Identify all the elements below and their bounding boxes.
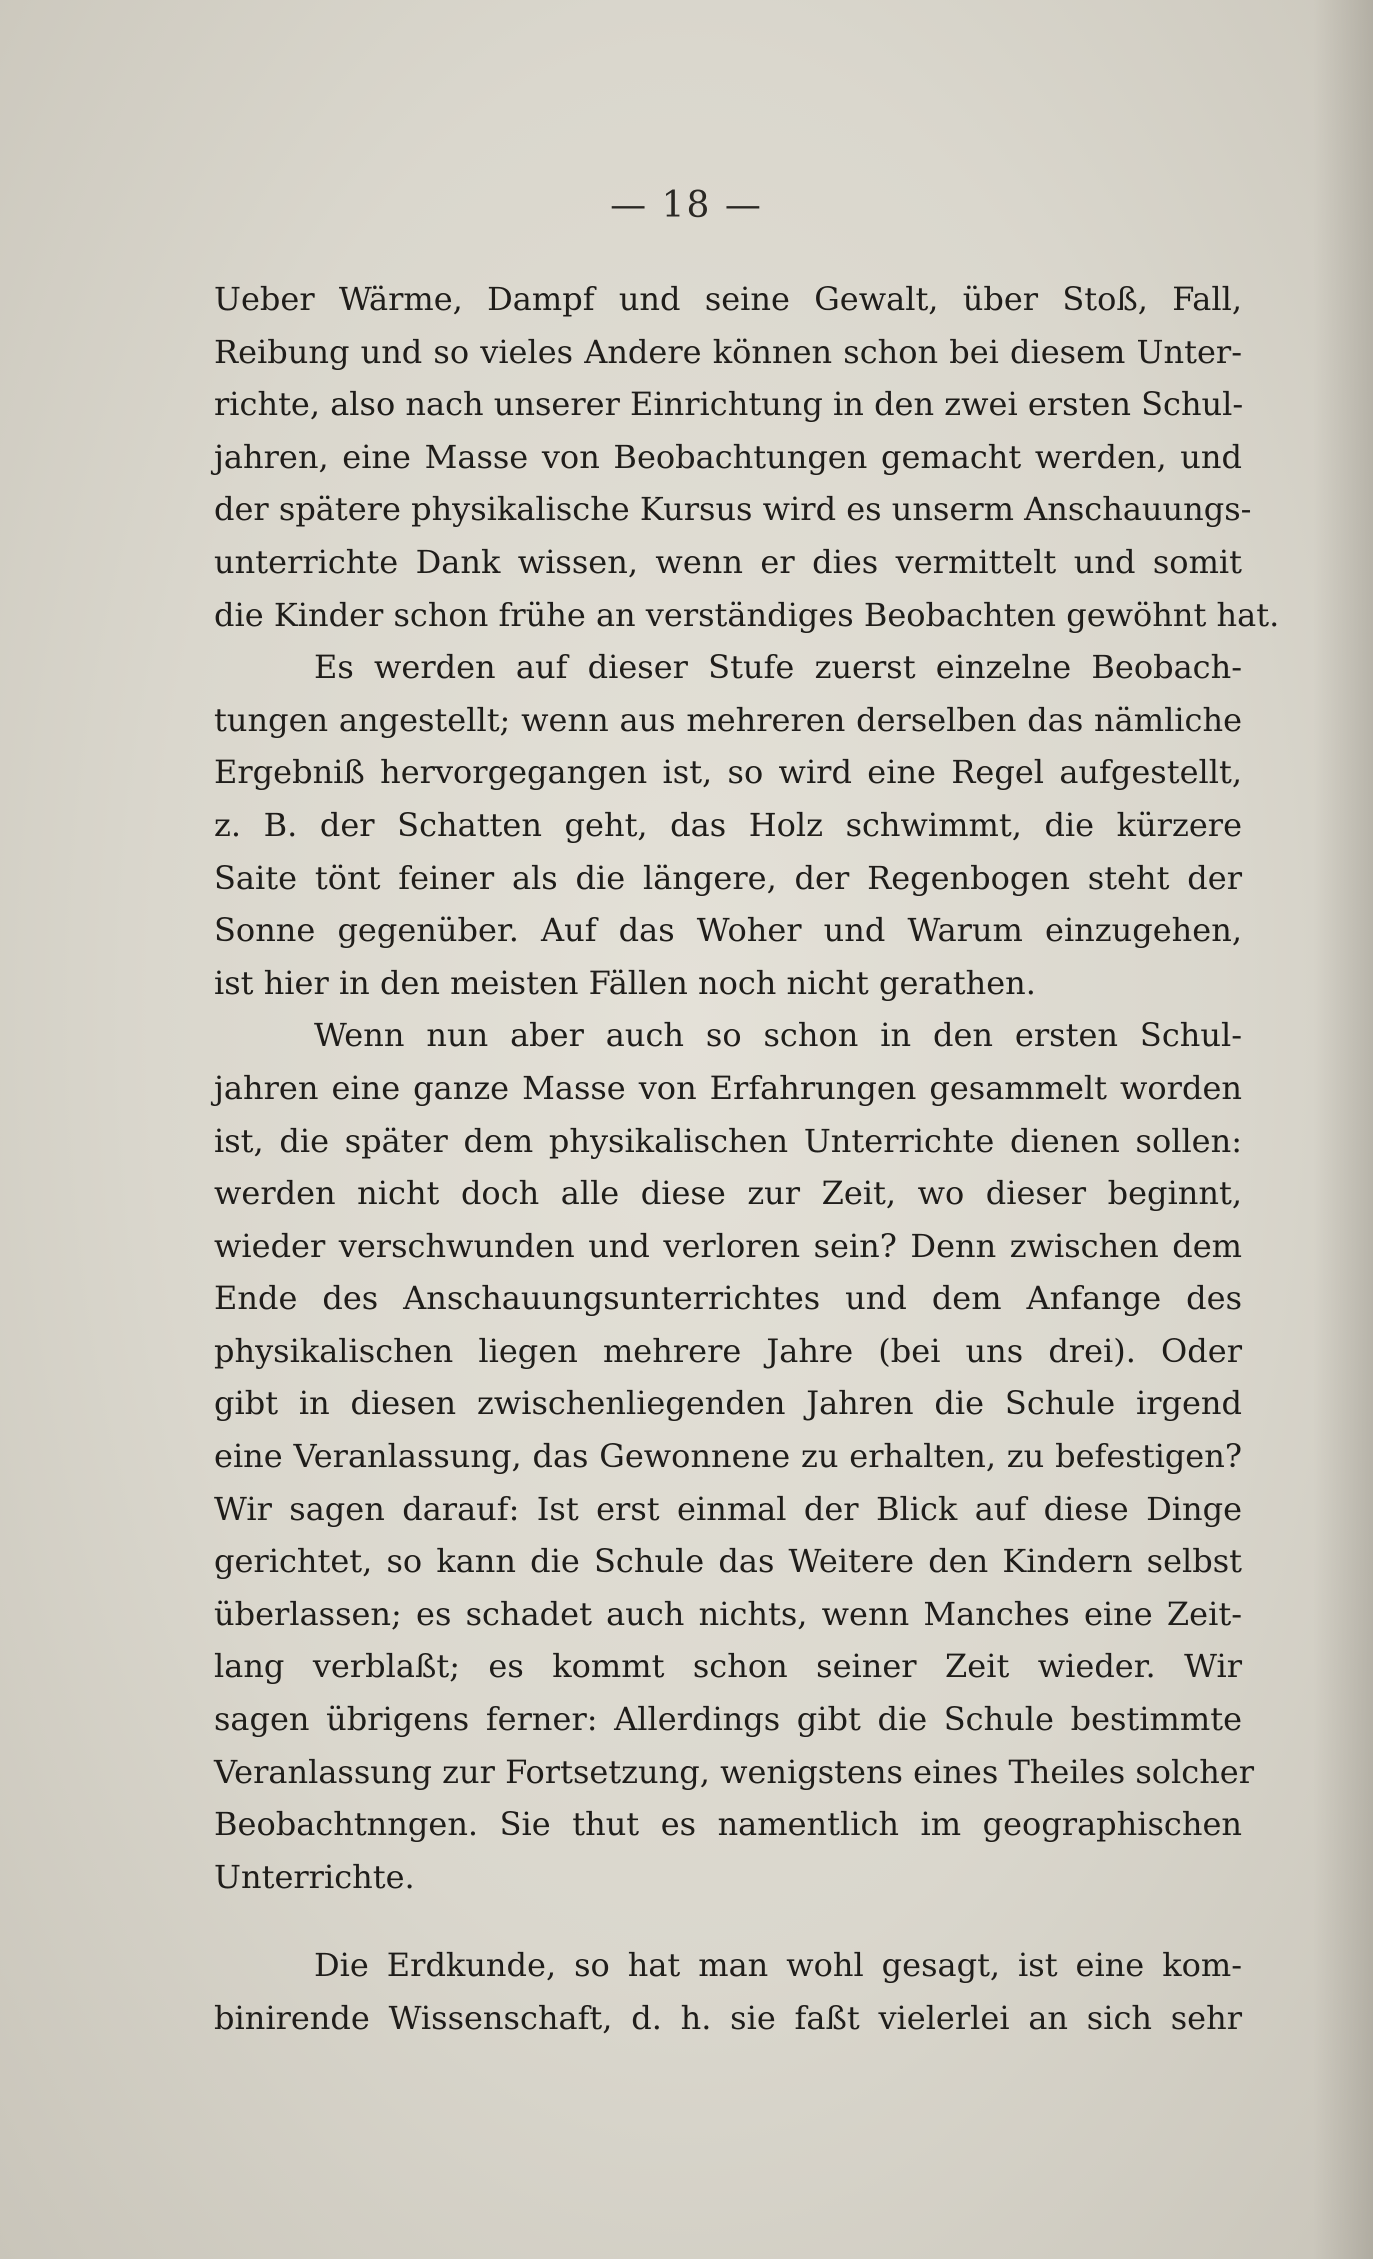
text-line: jahren eine ganze Masse von Erfahrungen gesammelt worden [214, 1068, 1242, 1107]
text-line: ist hier in den meisten Fällen noch nicht gerathen. [214, 963, 1036, 1002]
text-line: gerichtet, so kann die Schule das Weitere den Kindern selbst [214, 1542, 1242, 1581]
paragraph-start-line: Wenn nun aber auch so schon in den ersten Schul- [314, 1016, 1242, 1055]
paragraph-start-line: Die Erdkunde, so hat man wohl gesagt, ist eine kom- [314, 1946, 1242, 1985]
text-line: jahren, eine Masse von Beobachtungen gemacht werden, und [214, 437, 1242, 476]
text-line: Wir sagen darauf: Ist erst einmal der Blick auf diese Dinge [214, 1489, 1242, 1528]
text-line: Beobachtnngen. Sie thut es namentlich im geographischen [214, 1805, 1242, 1844]
text-line: physikalischen liegen mehrere Jahre (bei uns drei). Oder [214, 1331, 1242, 1370]
text-line: Ueber Wärme, Dampf und seine Gewalt, über Stoß, Fall, [214, 280, 1242, 318]
text-line: ist, die später dem physikalischen Unterrichte dienen sollen: [214, 1121, 1242, 1160]
body-text [214, 273, 1280, 2045]
text-line: richte, also nach unserer Einrichtung in den zwei ersten Schul- [214, 385, 1244, 424]
text-line: gibt in diesen zwischenliegenden Jahren die Schule irgend [214, 1384, 1242, 1423]
text-line: Ende des Anschauungsunterrichtes und dem Anfange des [214, 1279, 1242, 1318]
text-line: Unterrichte. [214, 1857, 415, 1896]
text-line: der spätere physikalische Kursus wird es unserm Anschauungs- [214, 490, 1252, 529]
text-line: Reibung und so vieles Andere können schon bei diesem Unter- [214, 332, 1242, 371]
text-line: Veranlassung zur Fortsetzung, wenigstens eines Theiles solcher [214, 1752, 1255, 1791]
text-line: Ergebniß hervorgegangen ist, so wird eine Regel aufgestellt, [214, 753, 1242, 792]
text-line: sagen übrigens ferner: Allerdings gibt die Schule bestimmte [214, 1700, 1242, 1739]
text-line: tungen angestellt; wenn aus mehreren derselben das nämliche [214, 700, 1242, 739]
text-line: werden nicht doch alle diese zur Zeit, wo dieser beginnt, [214, 1174, 1242, 1213]
page-edge-shadow [1313, 0, 1373, 2259]
text-line: z. B. der Schatten geht, das Holz schwimmt, die kürzere [214, 805, 1242, 844]
paragraph-start-line: Es werden auf dieser Stufe zuerst einzelne Beobach- [314, 648, 1242, 687]
text-line: überlassen; es schadet auch nichts, wenn Manches eine Zeit- [214, 1594, 1242, 1633]
text-line: unterrichte Dank wissen, wenn er dies vermittelt und somit [214, 542, 1242, 581]
text-line: wieder verschwunden und verloren sein? Denn zwischen dem [214, 1226, 1242, 1265]
text-line: die Kinder schon frühe an verständiges Beobachten gewöhnt hat. [214, 595, 1280, 634]
text-line: Sonne gegenüber. Auf das Woher und Warum einzugehen, [214, 911, 1242, 950]
text-line: lang verblaßt; es kommt schon seiner Zeit wieder. Wir [214, 1647, 1242, 1686]
page-number: — 18 — [610, 185, 763, 226]
text-line: Saite tönt feiner als die längere, der Regenbogen steht der [214, 858, 1242, 897]
text-line: eine Veranlassung, das Gewonnene zu erhalten, zu befestigen? [214, 1437, 1242, 1476]
text-line: binirende Wissenschaft, d. h. sie faßt vielerlei an sich sehr [214, 1999, 1242, 2037]
